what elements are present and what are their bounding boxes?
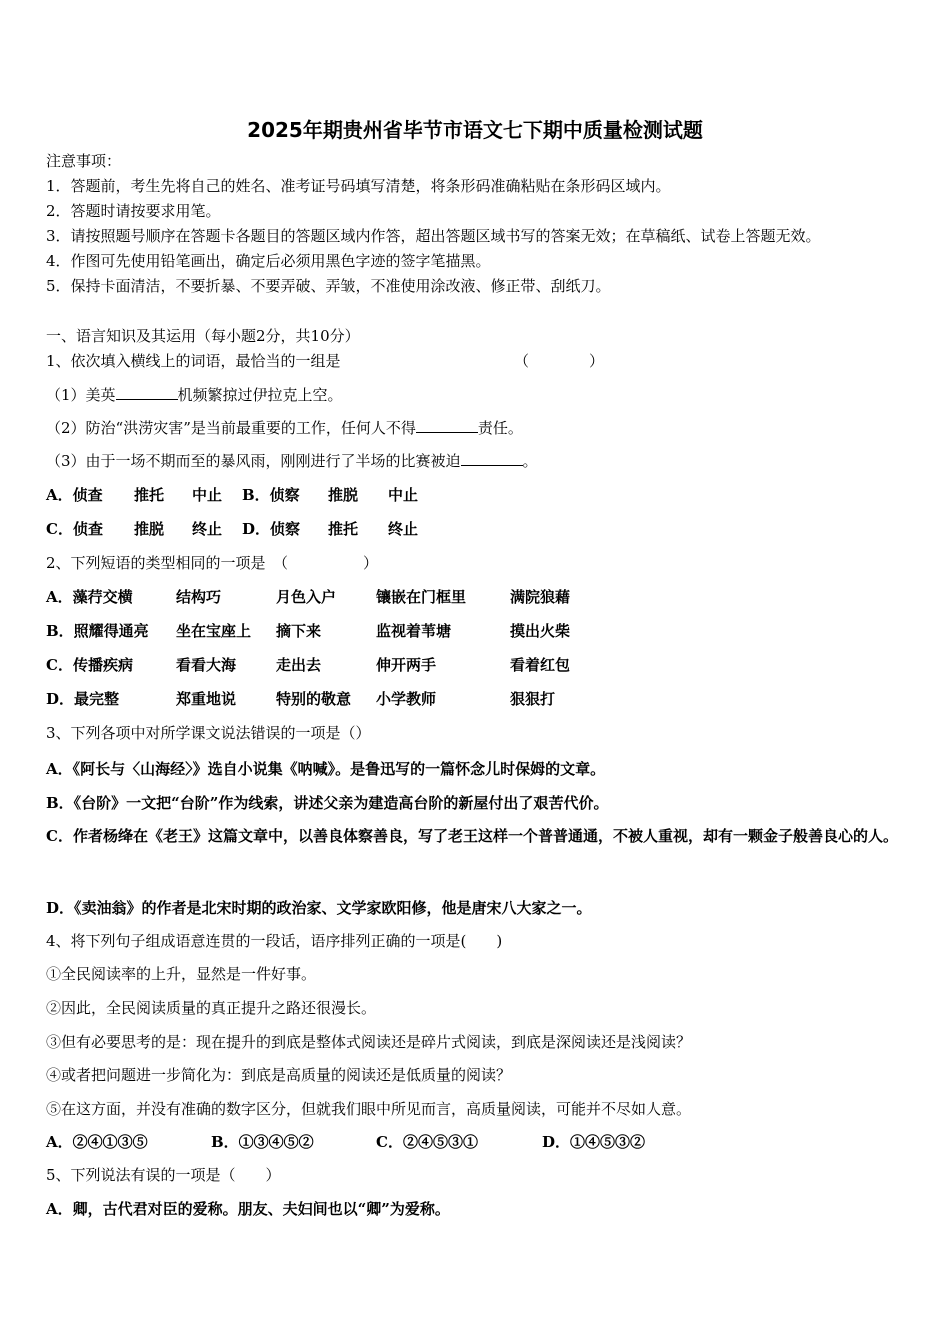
phrase-cell: B．照耀得通亮 (46, 622, 149, 640)
phrase-cell: 监视着苇塘 (376, 622, 452, 640)
fill-blank (116, 385, 178, 400)
fill-blank (416, 418, 478, 433)
phrase-cell: 摸出火柴 (510, 622, 571, 640)
phrase-cell: 满院狼藉 (510, 588, 571, 606)
sentence-text: 责任。 (477, 419, 523, 437)
q1-sentence-1 (46, 385, 343, 405)
q4-sentence: ①全民阅读率的上升，显然是一件好事。 (46, 965, 317, 983)
q1-sentence-2 (46, 418, 523, 438)
q4-sentence: ③但有必要思考的是：现在提升的到底是整体式阅读还是碎片式阅读，到底是深阅读还是浅阅读？ (46, 1033, 692, 1051)
q3-option-b: B．《台阶》一文把“台阶”作为线索，讲述父亲为建造高台阶的新屋付出了艰苦代价。 (46, 794, 609, 812)
q1-options-cd (46, 519, 906, 539)
phrase-cell: 走出去 (276, 656, 322, 674)
question-1-stem (46, 351, 906, 371)
question-text: 1、依次填入横线上的词语，最恰当的一组是 (46, 352, 341, 370)
question-3-stem: 3、下列各项中对所学课文说法错误的一项是（） (46, 724, 371, 742)
q4-sentence: ⑤在这方面，并没有准确的数字区分，但就我们眼中所见而言，高质量阅读，可能并不尽如人意。 (46, 1100, 692, 1118)
q2-option-row (46, 689, 906, 709)
q4-sentence: ②因此，全民阅读质量的真正提升之路还很漫长。 (46, 999, 377, 1017)
option-b-word: 推脱 (328, 486, 359, 504)
phrase-cell: 特别的敬意 (276, 690, 352, 708)
phrase-cell: 结构巧 (176, 588, 222, 606)
sentence-text: 。 (522, 452, 538, 470)
answer-paren: （ ） (514, 352, 605, 370)
option-a-word: 中止 (192, 486, 223, 504)
question-5-stem: 5、下列说法有误的一项是（ ） (46, 1166, 281, 1184)
fill-blank (461, 451, 523, 466)
notice-heading: 注意事项： (46, 152, 122, 170)
option-a: A．②④①③⑤ (46, 1133, 148, 1151)
q3-option-d: D．《卖油翁》的作者是北宋时期的政治家、文学家欧阳修，他是唐宋八大家之一。 (46, 899, 592, 917)
sentence-text: （2）防治“洪涝灾害”是当前最重要的工作，任何人不得 (46, 419, 416, 437)
q3-option-c: C．作者杨绛在《老王》这篇文章中，以善良体察善良，写了老王这样一个普普通通，不被人重视，却有一颗金子般善良心的人。 (46, 827, 898, 845)
phrase-cell: C．传播疾病 (46, 656, 133, 674)
phrase-cell: 伸开两手 (376, 656, 437, 674)
page-title: 2025年期贵州省毕节市语文七下期中质量检测试题 (247, 118, 703, 142)
phrase-cell: 看看大海 (176, 656, 237, 674)
notice-item: 5．保持卡面清洁，不要折暴、不要弄破、弄皱，不准使用涂改液、修正带、刮纸刀。 (46, 277, 611, 295)
q5-option-a: A．卿，古代君对臣的爱称。朋友、夫妇间也以“卿”为爱称。 (46, 1200, 450, 1218)
q3-option-a: A．《阿长与〈山海经〉》选自小说集《呐喊》。是鲁迅写的一篇怀念儿时保姆的文章。 (46, 760, 606, 778)
phrase-cell: D．最完整 (46, 690, 120, 708)
phrase-cell: 郑重地说 (176, 690, 237, 708)
option-a-word: 推托 (134, 486, 165, 504)
question-4-stem: 4、将下列句子组成语意连贯的一段话，语序排列正确的一项是( ) (46, 932, 503, 950)
option-c: C．②④⑤③① (376, 1133, 478, 1151)
option-d-word: 终止 (388, 520, 419, 538)
notice-item: 2．答题时请按要求用笔。 (46, 202, 221, 220)
q4-sentence: ④或者把问题进一步简化为：到底是高质量的阅读还是低质量的阅读？ (46, 1066, 512, 1084)
option-b-word: 中止 (388, 486, 419, 504)
notice-item: 4．作图可先使用铅笔画出，确定后必须用黑色字迹的签字笔描黑。 (46, 252, 491, 270)
q1-sentence-3 (46, 451, 538, 471)
q4-options (46, 1132, 906, 1152)
phrase-cell: 镶嵌在门框里 (376, 588, 467, 606)
option-b: B．侦察 (242, 486, 300, 504)
option-d-word: 推托 (328, 520, 359, 538)
option-c-word: 终止 (192, 520, 223, 538)
sentence-text: 机频繁掠过伊拉克上空。 (177, 386, 343, 404)
q1-options-ab (46, 485, 906, 505)
notice-item: 1．答题前，考生先将自己的姓名、准考证号码填写清楚，将条形码准确粘贴在条形码区域内。 (46, 177, 671, 195)
sentence-text: （3）由于一场不期而至的暴风雨，刚刚进行了半场的比赛被迫 (46, 452, 461, 470)
section-heading: 一、语言知识及其运用（每小题2分，共10分） (46, 327, 360, 345)
phrase-cell: 坐在宝座上 (176, 622, 252, 640)
phrase-cell: A．藻荇交横 (46, 588, 133, 606)
option-d: D．侦察 (242, 520, 301, 538)
option-c-word: 推脱 (134, 520, 165, 538)
phrase-cell: 摘下来 (276, 622, 322, 640)
sentence-text: （1）美英 (46, 386, 116, 404)
q2-option-row (46, 655, 906, 675)
option-d: D．①④⑤③② (542, 1133, 646, 1151)
phrase-cell: 月色入户 (276, 588, 337, 606)
q2-option-row (46, 621, 906, 641)
option-a: A．侦查 (46, 486, 103, 504)
option-c: C．侦查 (46, 520, 103, 538)
phrase-cell: 看着红包 (510, 656, 571, 674)
option-b: B．①③④⑤② (211, 1133, 314, 1151)
notice-item: 3．请按照题号顺序在答题卡各题目的答题区域内作答，超出答题区域书写的答案无效；在草稿纸、试卷上答题无效。 (46, 227, 821, 245)
phrase-cell: 狠狠打 (510, 690, 556, 708)
phrase-cell: 小学教师 (376, 690, 437, 708)
question-2-stem: 2、下列短语的类型相同的一项是 （ ） (46, 554, 379, 572)
q2-option-row (46, 587, 906, 607)
